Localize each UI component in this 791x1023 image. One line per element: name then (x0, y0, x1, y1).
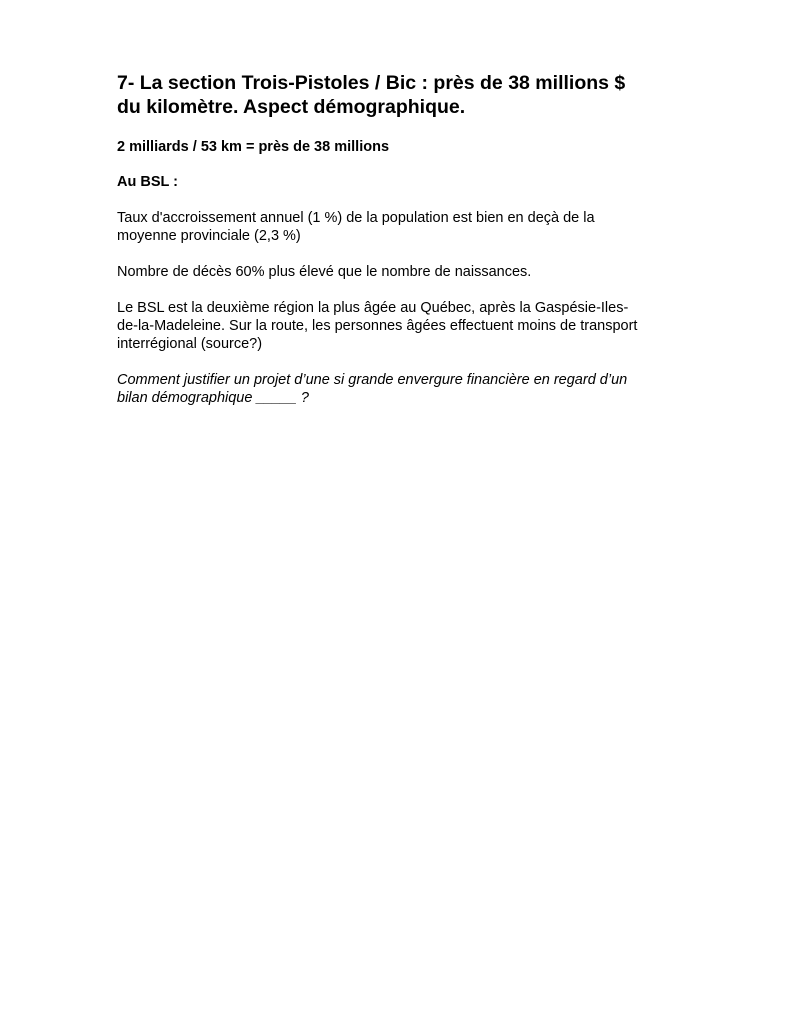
section-heading (117, 71, 687, 119)
paragraph-line: Comment justifier un projet d’une si grande envergure financière en regard d’un (117, 372, 628, 388)
paragraph-line: interrégional (source?) (117, 336, 263, 352)
age-paragraph (117, 299, 687, 353)
paragraph-line: Nombre de décès 60% plus élevé que le nombre de naissances. (117, 264, 532, 280)
growth-paragraph (117, 209, 687, 245)
paragraph-line: Taux d'accroissement annuel (1 %) de la population est bien en deçà de la (117, 210, 595, 226)
paragraph-line: bilan démographique _____ ? (117, 390, 309, 406)
document-body (117, 71, 687, 407)
region-label: Au BSL : (117, 174, 178, 190)
cost-calculation: 2 milliards / 53 km = près de 38 millions (117, 139, 390, 155)
section-heading-line: 7- La section Trois-Pistoles / Bic : près de 38 millions $ (117, 72, 626, 94)
deaths-paragraph (117, 263, 687, 281)
paragraph-line: de-la-Madeleine. Sur la route, les personnes âgées effectuent moins de transport (117, 318, 638, 334)
question-paragraph (117, 371, 687, 407)
paragraph-line: Le BSL est la deuxième région la plus âgée au Québec, après la Gaspésie-Iles- (117, 300, 629, 316)
section-heading-line: du kilomètre. Aspect démographique. (117, 96, 466, 118)
paragraph-line: moyenne provinciale (2,3 %) (117, 228, 301, 244)
